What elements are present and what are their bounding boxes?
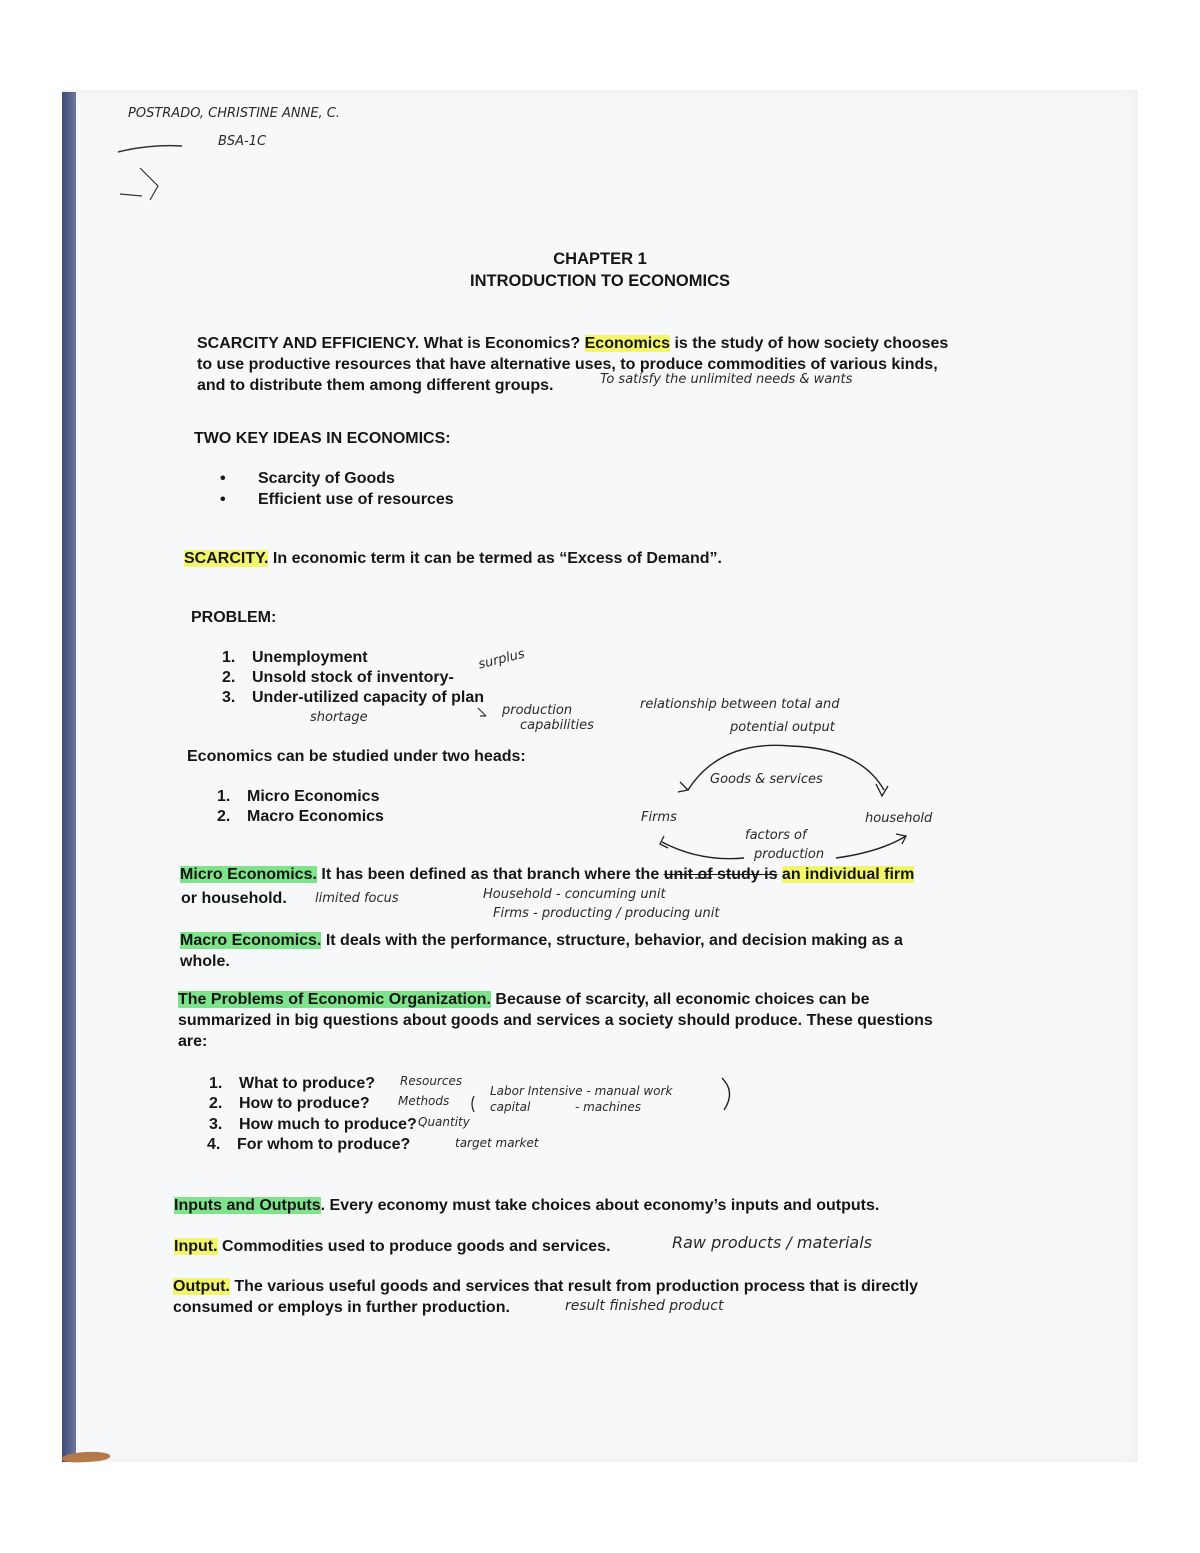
- input-line: Input. Commodities used to produce goods and services.: [174, 1238, 611, 1255]
- micro-term: Micro Economics.: [180, 866, 317, 883]
- diagram-goods-services: Goods & services: [710, 772, 823, 787]
- diagram-firms: Firms: [641, 810, 677, 825]
- micro-line-2: or household.: [181, 890, 287, 907]
- problems-org-term: The Problems of Economic Organization.: [178, 991, 491, 1008]
- output-paragraph: Output. The various useful goods and services that result from production process that is directly consumed or employs in further production.: [173, 1278, 919, 1316]
- input-term: Input.: [174, 1238, 218, 1255]
- note-relationship: relationship between total and: [640, 697, 840, 712]
- note-firms: Firms - producting / producing unit: [493, 906, 720, 921]
- question-item: 3. How much to produce?: [209, 1116, 417, 1133]
- note-household: Household - concuming unit: [483, 887, 666, 902]
- key-idea-item: • Efficient use of resources: [220, 491, 454, 508]
- inputs-outputs-line: Inputs and Outputs. Every economy must take choices about economy’s inputs and outputs.: [174, 1197, 880, 1214]
- inputs-outputs-term: Inputs and Outputs: [174, 1197, 321, 1214]
- note-potential-output: potential output: [730, 720, 835, 735]
- macro-paragraph: Macro Economics. It deals with the performance, structure, behavior, and decision making as a whole.: [180, 932, 903, 970]
- note-quantity: Quantity: [418, 1115, 470, 1129]
- economics-term: Economics: [584, 335, 670, 352]
- two-heads-heading: Economics can be studied under two heads:: [187, 748, 526, 765]
- note-methods: Methods: [398, 1094, 450, 1108]
- problem-heading: PROBLEM:: [191, 609, 277, 626]
- problem-item: 1. Unemployment: [222, 649, 368, 666]
- se-line-1: SCARCITY AND EFFICIENCY. What is Economics? Economics is the study of how society chooses: [197, 335, 949, 352]
- diagram-factors-of: factors of: [745, 828, 807, 843]
- problem-item: 3. Under-utilized capacity of plan: [222, 689, 485, 706]
- note-capital: capital: [490, 1100, 531, 1114]
- note-machines: - machines: [575, 1100, 641, 1114]
- note-labor-intensive: Labor Intensive - manual work: [490, 1084, 673, 1098]
- note-surplus: surplus: [476, 646, 527, 673]
- note-target-market: target market: [455, 1136, 539, 1150]
- diagram-production: production: [754, 847, 825, 862]
- key-ideas-heading: TWO KEY IDEAS IN ECONOMICS:: [194, 430, 451, 447]
- student-name: POSTRADO, CHRISTINE ANNE, C.: [128, 106, 341, 121]
- diagram-household: household: [865, 811, 933, 826]
- student-section: BSA-1C: [218, 134, 267, 149]
- output-term: Output.: [173, 1278, 230, 1295]
- macro-term: Macro Economics.: [180, 932, 322, 949]
- note-limited-focus: limited focus: [315, 891, 399, 906]
- chapter-title: INTRODUCTION TO ECONOMICS: [469, 272, 731, 290]
- scarcity-line: SCARCITY. In economic term it can be termed as “Excess of Demand”.: [184, 550, 722, 567]
- question-item: 4. For whom to produce?: [207, 1136, 411, 1153]
- note-finished-product: result finished product: [565, 1298, 724, 1314]
- question-item: 1. What to produce?: [209, 1075, 375, 1092]
- se-line-3: and to distribute them among different groups.: [197, 377, 554, 394]
- se-line-2: to use productive resources that have alternative uses, to produce commodities of various kinds,: [197, 356, 938, 373]
- note-raw-products: Raw products / materials: [672, 1233, 872, 1252]
- scarcity-term: SCARCITY.: [184, 550, 269, 567]
- key-idea-item: • Scarcity of Goods: [220, 470, 395, 487]
- note-shortage: shortage: [310, 710, 368, 725]
- problems-org-paragraph: The Problems of Economic Organization. Because of scarcity, all economic choices can be summarized in big questions about goods and services a society should produce. These questions are:: [178, 991, 933, 1050]
- note-production: production: [502, 703, 573, 718]
- chapter-number: CHAPTER 1: [553, 250, 647, 268]
- two-heads-item: 1. Micro Economics: [217, 788, 380, 805]
- micro-line-1: Micro Economics. It has been defined as that branch where the unit of study is an individual firm: [180, 866, 915, 883]
- note-capabilities: capabilities: [520, 718, 594, 733]
- two-heads-item: 2. Macro Economics: [217, 808, 384, 825]
- problem-item: 2. Unsold stock of inventory-: [222, 669, 454, 686]
- question-item: 2. How to produce?: [209, 1095, 370, 1112]
- note-satisfy-needs: To satisfy the unlimited needs & wants: [600, 372, 853, 387]
- note-resources: Resources: [400, 1074, 463, 1088]
